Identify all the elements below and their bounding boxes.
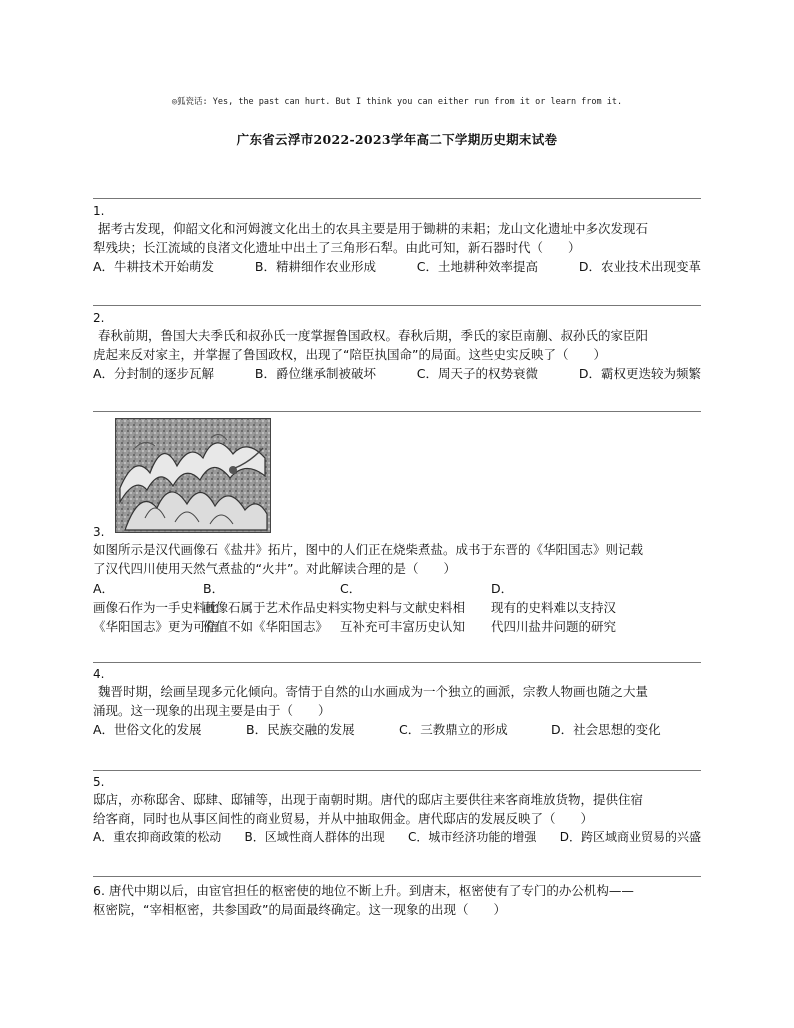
- option-letter: A．: [93, 581, 115, 596]
- question-stem-line: 虎起来反对家主，并掌握了鲁国政权，出现了“陪臣执国命”的局面。这些史实反映了（ ）: [93, 347, 606, 362]
- question-number: 1.: [93, 204, 105, 218]
- option-d[interactable]: D．社会思想的变化: [551, 722, 661, 737]
- question-stem-line: 如图所示是汉代画像石《盐井》拓片，图中的人们正在烧柴煮盐。成书于东晋的《华阳国志》则记载: [93, 542, 644, 557]
- question-stem-line: 枢密院，“宰相枢密，共参国政”的局面最终确定。这一现象的出现（ ）: [93, 902, 506, 917]
- question-stem-line: 春秋前期，鲁国大夫季氏和叔孙氏一度掌握鲁国政权。春秋后期，季氏的家臣南蒯、叔孙氏的家臣阳: [98, 328, 649, 343]
- option-b[interactable]: B．区域性商人群体的出现: [244, 830, 385, 844]
- salt-well-rubbing-image: [115, 418, 271, 533]
- question-1: [93, 203, 701, 276]
- question-stem-line: 据考古发现，仰韶文化和河姆渡文化出土的农具主要是用于锄耕的耒耜；龙山文化遗址中多次发现石: [98, 221, 649, 236]
- question-5: [93, 774, 701, 847]
- option-c[interactable]: C．城市经济功能的增强: [408, 830, 537, 844]
- question-stem-line: 犁残块；长江流域的良渚文化遗址中出土了三角形石犁。由此可知，新石器时代（ ）: [93, 240, 581, 255]
- question-stem-text: 唐代中期以后，由宦官担任的枢密使的地位不断上升。到唐末，枢密使有了专门的办公机构——: [108, 883, 634, 898]
- question-stem-line: 给客商，同时也从事区间性的商业贸易，并从中抽取佣金。唐代邸店的发展反映了（ ）: [93, 811, 594, 826]
- exam-title: 广东省云浮市2022-2023学年高二下学期历史期末试卷: [236, 132, 558, 147]
- question-stem-line: 了汉代四川使用天然气煮盐的“火井”。对此解读合理的是（ ）: [93, 561, 456, 576]
- option-a[interactable]: A．世俗文化的发展: [93, 722, 202, 737]
- option-d[interactable]: D．跨区域商业贸易的兴盛: [559, 830, 701, 844]
- question-2: [93, 310, 701, 383]
- question-stem-line: 涌现。这一现象的出现主要是由于（ ）: [93, 703, 331, 718]
- option-b[interactable]: B．精耕细作农业形成: [254, 259, 376, 274]
- option-d[interactable]: D．霸权更迭较为频繁: [578, 366, 701, 381]
- option-a[interactable]: A．牛耕技术开始萌发: [93, 259, 215, 274]
- divider: [93, 411, 701, 412]
- option-text-line: 现有的史料难以支持汉: [491, 600, 617, 615]
- question-3: [93, 524, 701, 636]
- question-6: [93, 881, 701, 919]
- question-stem-line: 魏晋时期，绘画呈现多元化倾向。寄情于自然的山水画成为一个独立的画派，宗教人物画也随之大量: [98, 684, 649, 699]
- question-stem-line: 邸店，亦称邸舍、邸肆、邸铺等，出现于南朝时期。唐代的邸店主要供往来客商堆放货物，提供住宿: [93, 792, 644, 807]
- option-text-line: 价值不如《华阳国志》: [203, 619, 329, 634]
- option-text-line: 实物史料与文献史料相: [340, 600, 466, 615]
- option-c[interactable]: C．三教鼎立的形成: [399, 722, 508, 737]
- question-number: 5.: [93, 775, 105, 789]
- option-text-line: 代四川盐井问题的研究: [491, 619, 617, 634]
- options-grid: [93, 579, 701, 636]
- divider: [93, 198, 701, 199]
- question-number: 4.: [93, 667, 105, 681]
- option-d[interactable]: D．农业技术出现变革: [578, 259, 701, 274]
- option-text-line: 画像石作为一手史料比: [93, 600, 219, 615]
- option-letter: B．: [203, 581, 225, 596]
- option-b[interactable]: [203, 579, 340, 636]
- option-text-line: 互补充可丰富历史认知: [340, 619, 466, 634]
- option-c[interactable]: C．土地耕种效率提高: [416, 259, 539, 274]
- option-letter: D．: [491, 581, 514, 596]
- divider: [93, 662, 701, 663]
- option-b[interactable]: B．爵位继承制被破坏: [254, 366, 376, 381]
- option-letter: C．: [340, 581, 362, 596]
- question-number: 3.: [93, 525, 105, 539]
- options-row: [93, 257, 701, 276]
- option-b[interactable]: B．民族交融的发展: [246, 722, 355, 737]
- motto-line: ◎狐瓷话: Yes, the past can hurt. But I think you can either run from it or learn from it.: [171, 97, 623, 107]
- option-c[interactable]: C．周天子的权势衰微: [416, 366, 539, 381]
- option-a[interactable]: A．分封制的逐步瓦解: [93, 366, 215, 381]
- option-text-line: 《华阳国志》更为可信: [93, 619, 219, 634]
- question-4: [93, 666, 701, 739]
- option-c[interactable]: [340, 579, 491, 636]
- options-row: [93, 364, 701, 383]
- question-number: 6.: [93, 883, 105, 898]
- option-a[interactable]: [93, 579, 219, 636]
- divider: [93, 876, 701, 877]
- options-row: [93, 720, 701, 739]
- option-text-line: 画像石属于艺术作品史料: [203, 600, 341, 615]
- divider: [93, 770, 701, 771]
- option-a[interactable]: A．重农抑商政策的松动: [93, 830, 222, 844]
- divider: [93, 305, 701, 306]
- options-row: [93, 828, 701, 847]
- option-d[interactable]: [491, 579, 701, 636]
- question-number: 2.: [93, 311, 105, 325]
- question-stem-line: [93, 881, 701, 900]
